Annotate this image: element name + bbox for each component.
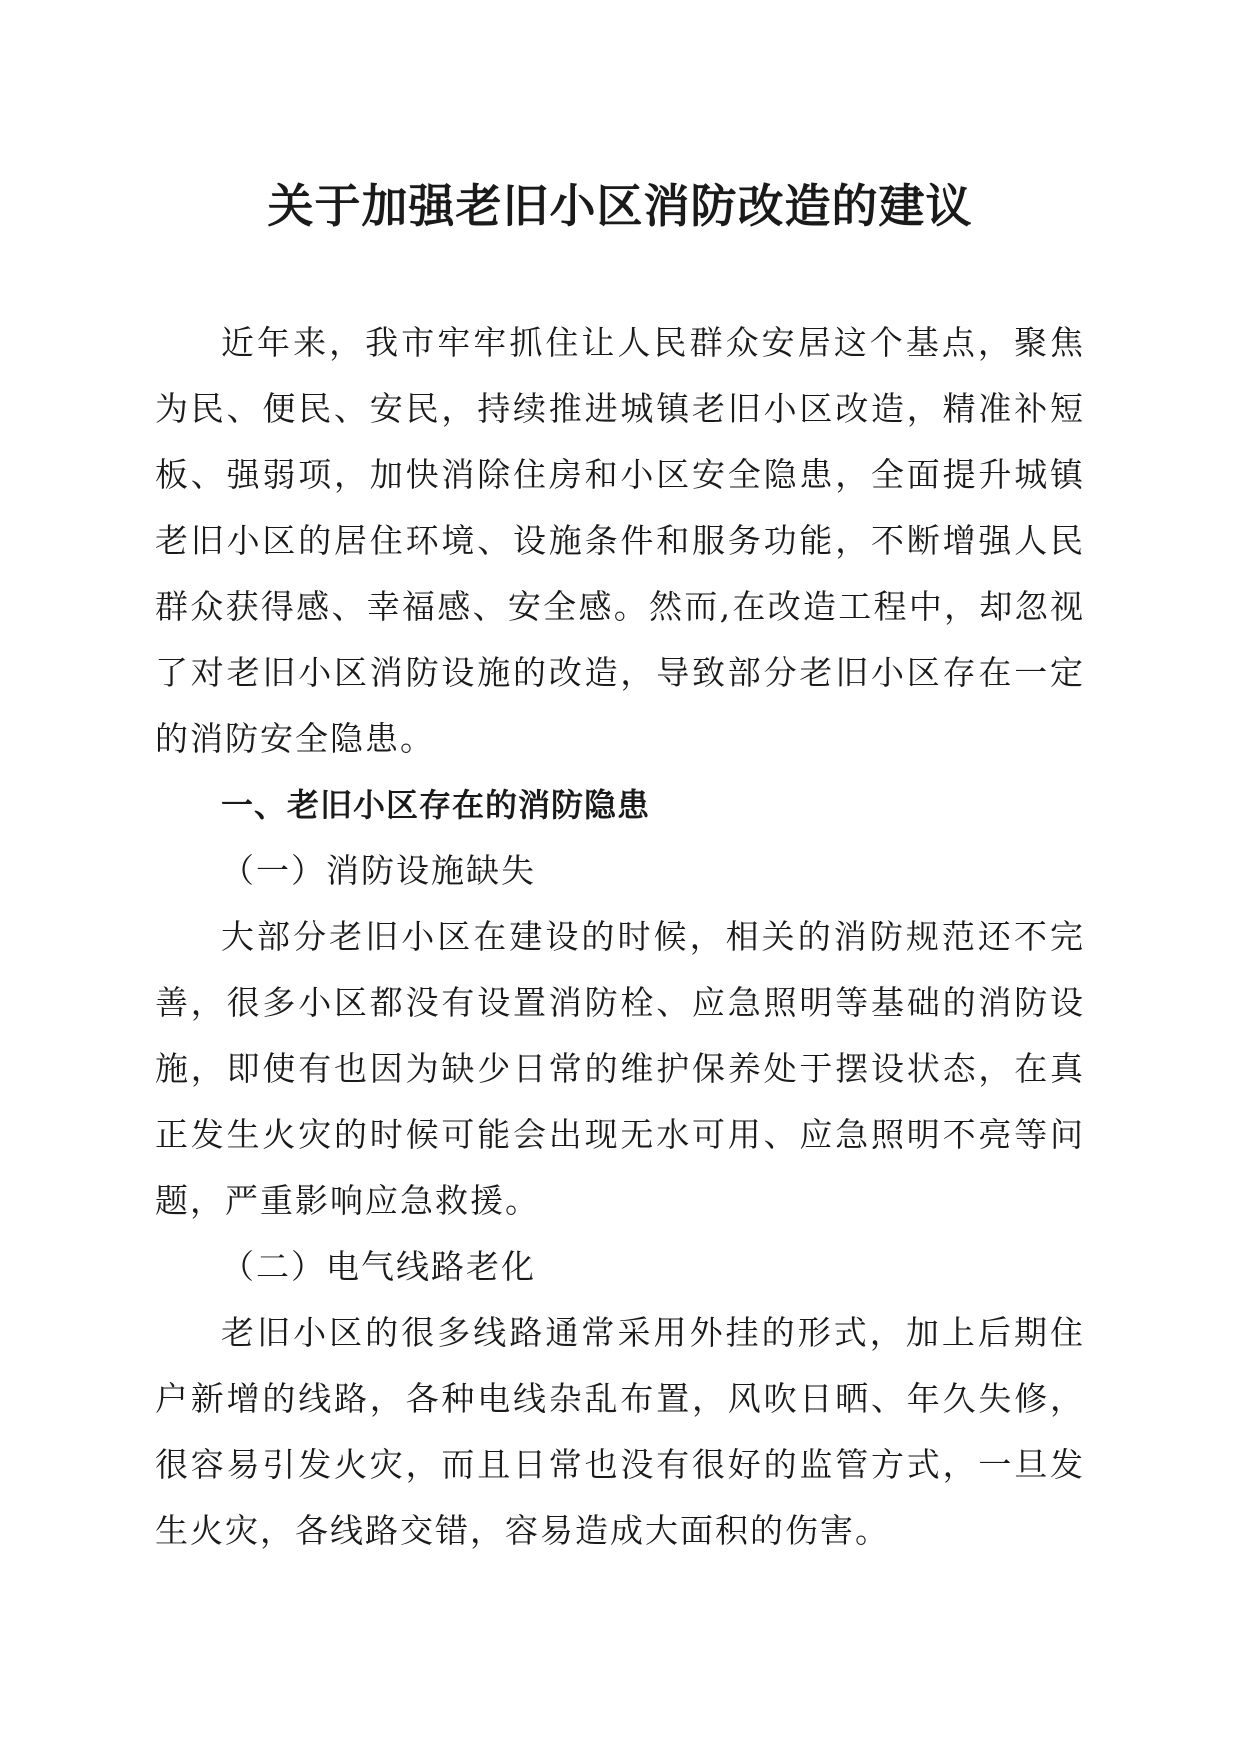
subsection-heading-1: （一）消防设施缺失 — [221, 851, 536, 890]
document-title: 关于加强老旧小区消防改造的建议 — [267, 179, 973, 233]
section-heading-1: 一、老旧小区存在的消防隐患 — [221, 786, 651, 824]
subsection-paragraph-1: 大部分老旧小区在建设的时候，相关的消防规范还不完善，很多小区都没有设置消防栓、应急照明等基础的消防设施，即使有也因为缺少日常的维护保养处于摆设状态，在真正发生火灾的时候可能会出现无水可用、应急照明不亮等问题，严重影响应急救援。 — [155, 917, 1085, 1220]
subsection-heading-2: （二）电气线路老化 — [221, 1247, 536, 1286]
document-body — [155, 310, 1085, 1564]
intro-paragraph: 近年来，我市牢牢抓住让人民群众安居这个基点，聚焦为民、便民、安民，持续推进城镇老旧小区改造，精准补短板、强弱项，加快消除住房和小区安全隐患，全面提升城镇老旧小区的居住环境、设施条件和服务功能，不断增强人民群众获得感、幸福感、安全感。然而,在改造工程中，却忽视了对老旧小区消防设施的改造，导致部分老旧小区存在一定的消防安全隐患。 — [155, 323, 1085, 758]
subsection-paragraph-2: 老旧小区的很多线路通常采用外挂的形式，加上后期住户新增的线路，各种电线杂乱布置，风吹日晒、年久失修，很容易引发火灾，而且日常也没有很好的监管方式，一旦发生火灾，各线路交错，容易造成大面积的伤害。 — [155, 1313, 1085, 1550]
